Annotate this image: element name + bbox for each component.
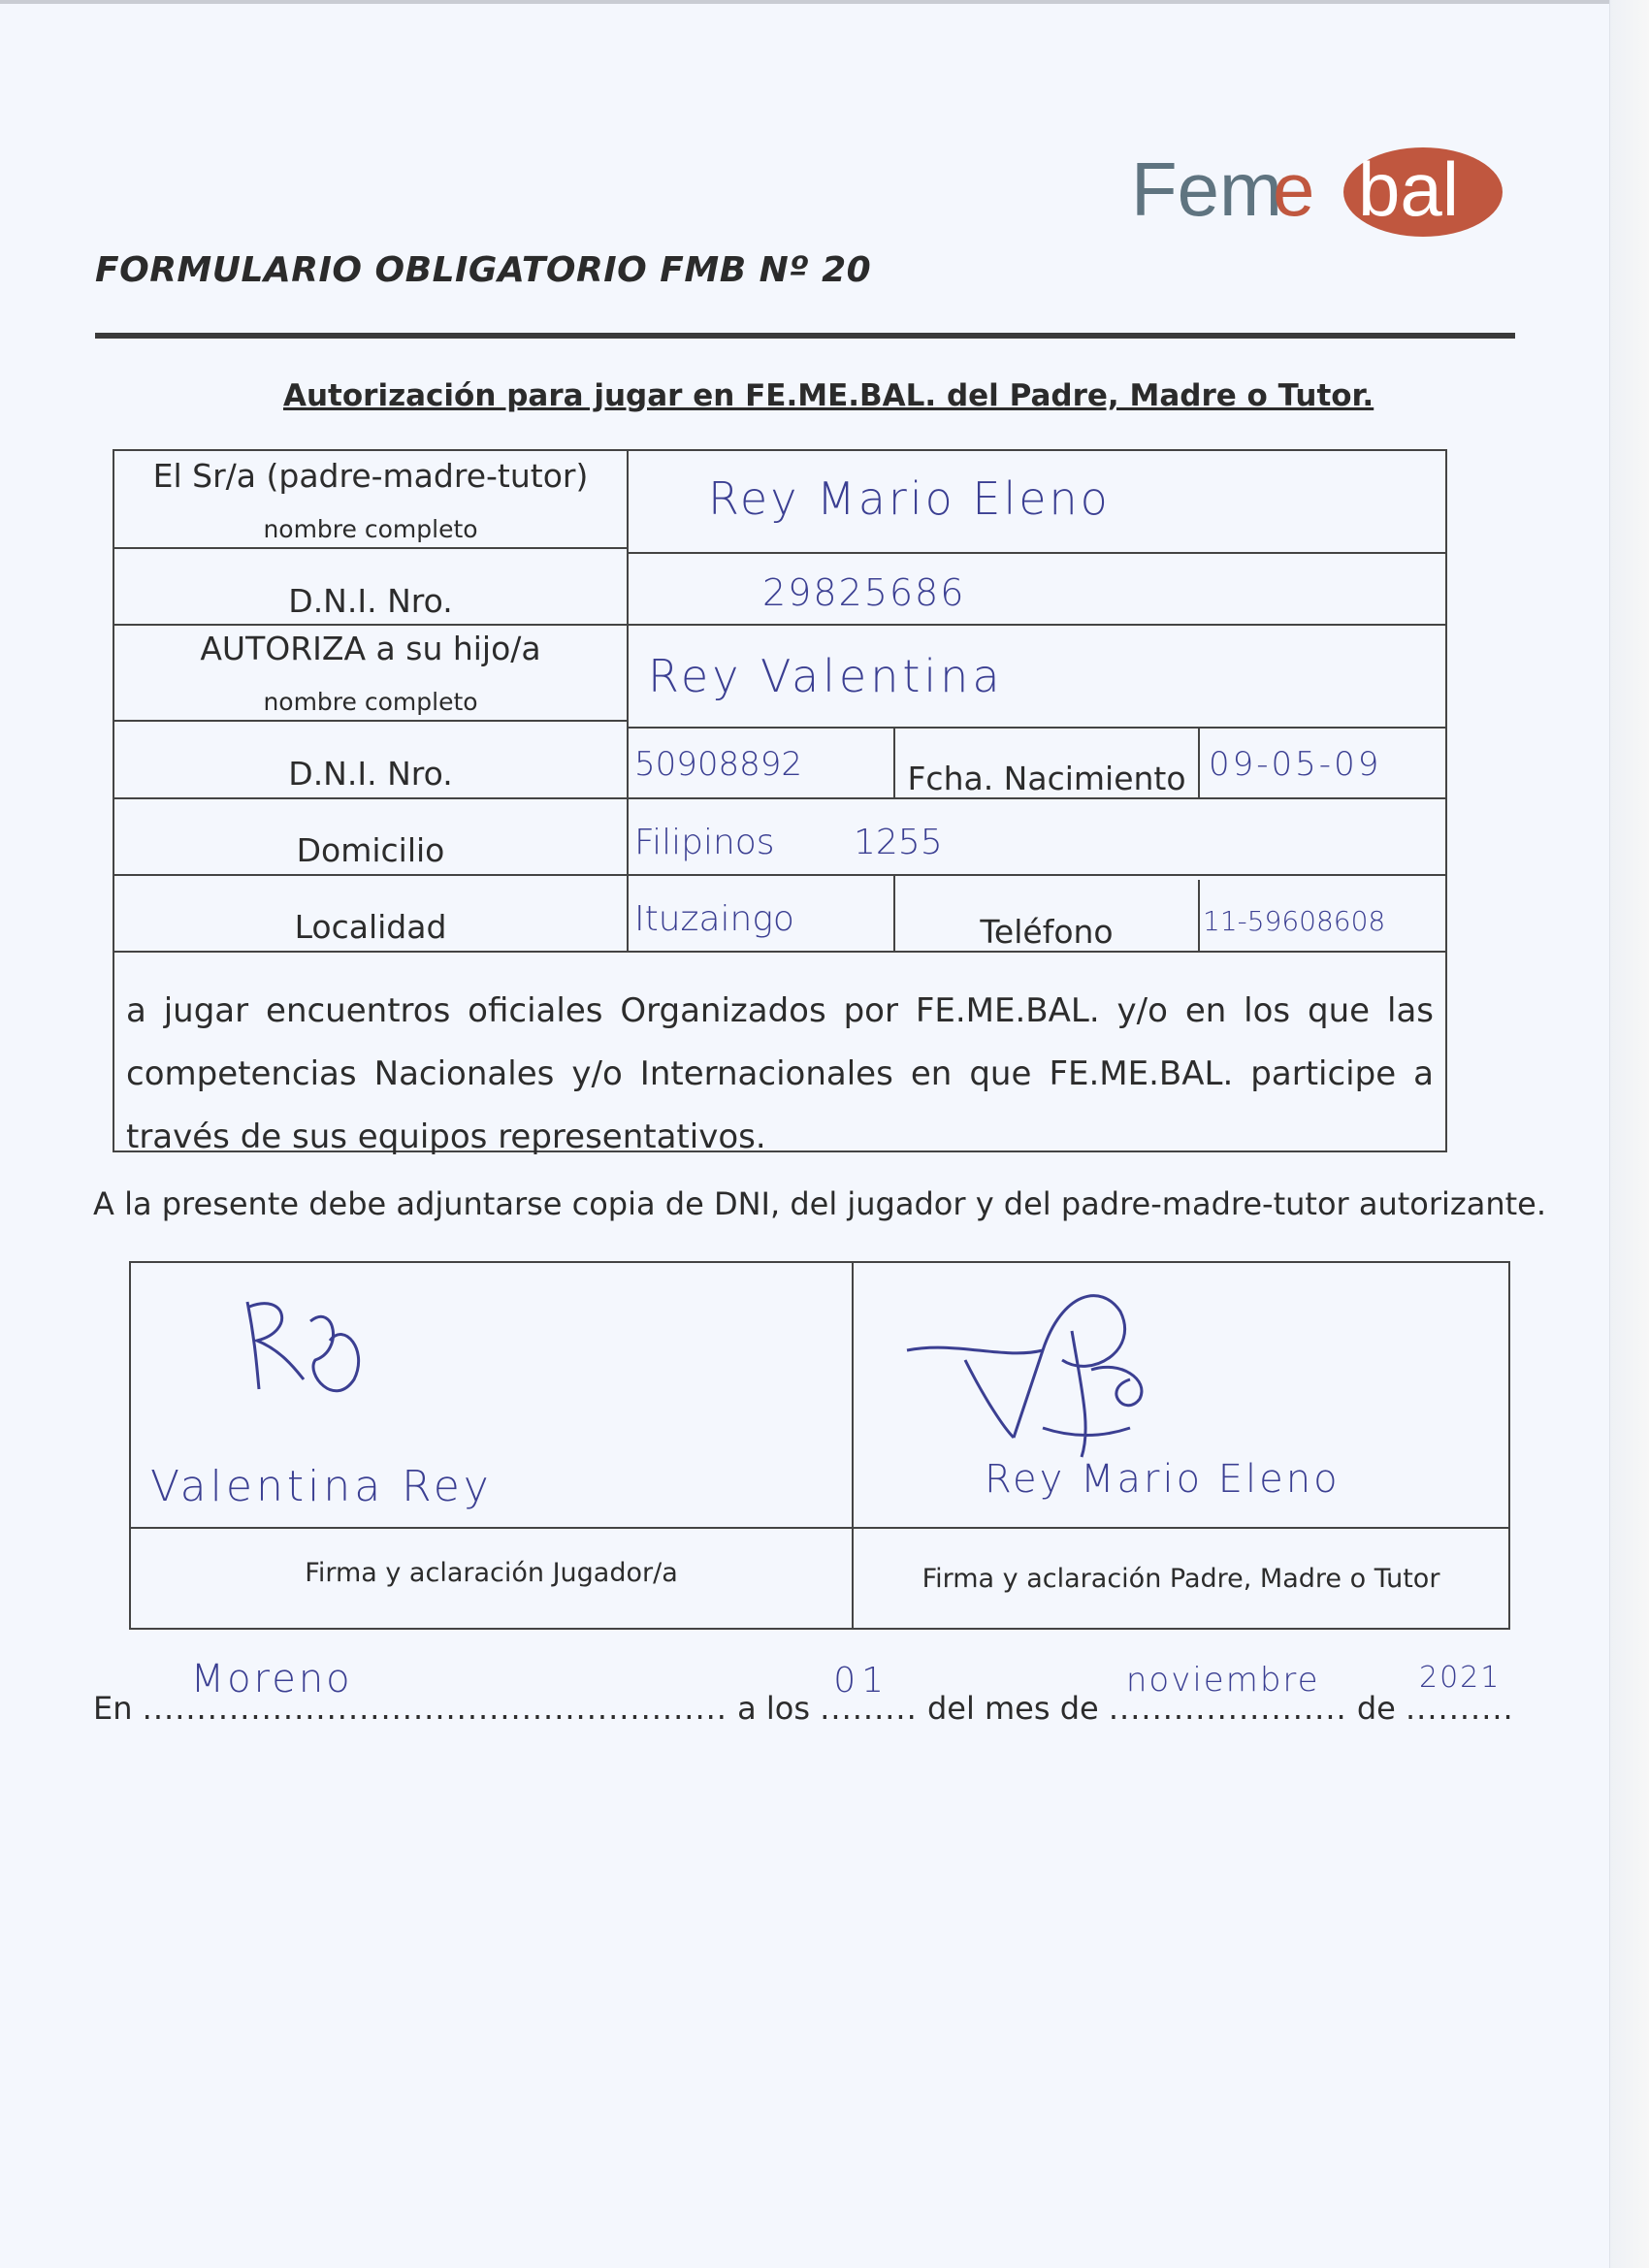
parent-name-value: Rey Mario Eleno — [708, 472, 1111, 525]
child-label: AUTORIZA a su hijo/a — [200, 630, 541, 667]
year-field: .......... 2021 — [1406, 1661, 1514, 1727]
phone-value: 11-59608608 — [1203, 905, 1386, 937]
signature-row-divider — [131, 1527, 1508, 1529]
row-divider — [114, 874, 1445, 876]
row-divider — [114, 547, 629, 549]
address-label: Domicilio — [296, 831, 445, 869]
row-divider — [629, 552, 1445, 554]
title-divider — [95, 333, 1515, 339]
locality-value: Ituzaingo — [634, 899, 794, 939]
place-date-line — [93, 1657, 1514, 1727]
child-sublabel: nombre completo — [263, 688, 478, 716]
player-signature-caption: Firma y aclaración Jugador/a — [305, 1558, 678, 1588]
parent-signature-caption: Firma y aclaración Padre, Madre o Tutor — [922, 1564, 1440, 1594]
parent-sublabel: nombre completo — [263, 515, 478, 543]
phone-label: Teléfono — [980, 913, 1114, 951]
signature-table — [129, 1261, 1510, 1630]
year-value: 2021 — [1419, 1661, 1502, 1695]
column-divider — [627, 451, 629, 953]
birth-date-label: Fcha. Nacimiento — [907, 760, 1186, 797]
day-value: 01 — [833, 1661, 890, 1701]
month-value: noviembre — [1125, 1661, 1320, 1700]
logo-text-e: e — [1273, 146, 1315, 232]
form-subtitle: Autorización para jugar en FE.ME.BAL. del Padre, Madre o Tutor. — [283, 378, 1374, 413]
row-divider — [114, 624, 1445, 626]
column-divider — [1198, 728, 1200, 798]
row-divider — [114, 720, 629, 722]
place-field: ...................................................... Moreno — [142, 1657, 728, 1727]
month-field: ...................... noviembre — [1108, 1661, 1347, 1727]
page-top-edge — [0, 0, 1610, 4]
child-dni-label: D.N.I. Nro. — [288, 755, 453, 793]
child-dni-value: 50908892 — [634, 745, 803, 784]
child-name-value: Rey Valentina — [648, 650, 1004, 702]
a-los-label: a los — [737, 1690, 811, 1727]
page-right-edge — [1609, 0, 1649, 2268]
parent-clarification: Rey Mario Eleno — [985, 1457, 1341, 1502]
row-divider — [629, 727, 1445, 729]
player-clarification: Valentina Rey — [150, 1462, 493, 1511]
parent-dni-value: 29825686 — [762, 571, 966, 614]
day-field: ......... 01 — [820, 1661, 918, 1727]
form-title: FORMULARIO OBLIGATORIO FMB Nº 20 — [95, 250, 872, 290]
de-label: de — [1356, 1690, 1396, 1727]
del-mes-label: del mes de — [926, 1690, 1099, 1727]
attachment-note: A la presente debe adjuntarse copia de DNI, del jugador y del padre-madre-tutor autorizante. — [93, 1185, 1546, 1222]
player-signature-mark — [228, 1282, 422, 1418]
femebal-logo — [1127, 146, 1505, 243]
address-value: Filipinos 1255 — [634, 823, 943, 862]
parent-dni-label: D.N.I. Nro. — [288, 582, 453, 620]
birth-date-value: 09-05-09 — [1209, 745, 1382, 784]
row-divider — [114, 797, 1445, 799]
locality-label: Localidad — [294, 908, 447, 946]
authorization-paragraph: a jugar encuentros oficiales Organizados por FE.ME.BAL. y/o en los que las competencias Nacionales y/o Internacionales en que FE.ME.BAL. participe a través de sus equipos representativos. — [126, 991, 1434, 1156]
en-label: En — [93, 1690, 133, 1727]
logo-text-fem: Fem — [1131, 146, 1282, 232]
logo-text-bal: bal — [1358, 146, 1460, 232]
parent-label: El Sr/a (padre-madre-tutor) — [152, 457, 589, 495]
place-value: Moreno — [190, 1657, 353, 1701]
parent-signature-mark — [897, 1273, 1208, 1467]
column-divider — [1198, 880, 1200, 953]
row-divider — [114, 951, 1445, 953]
